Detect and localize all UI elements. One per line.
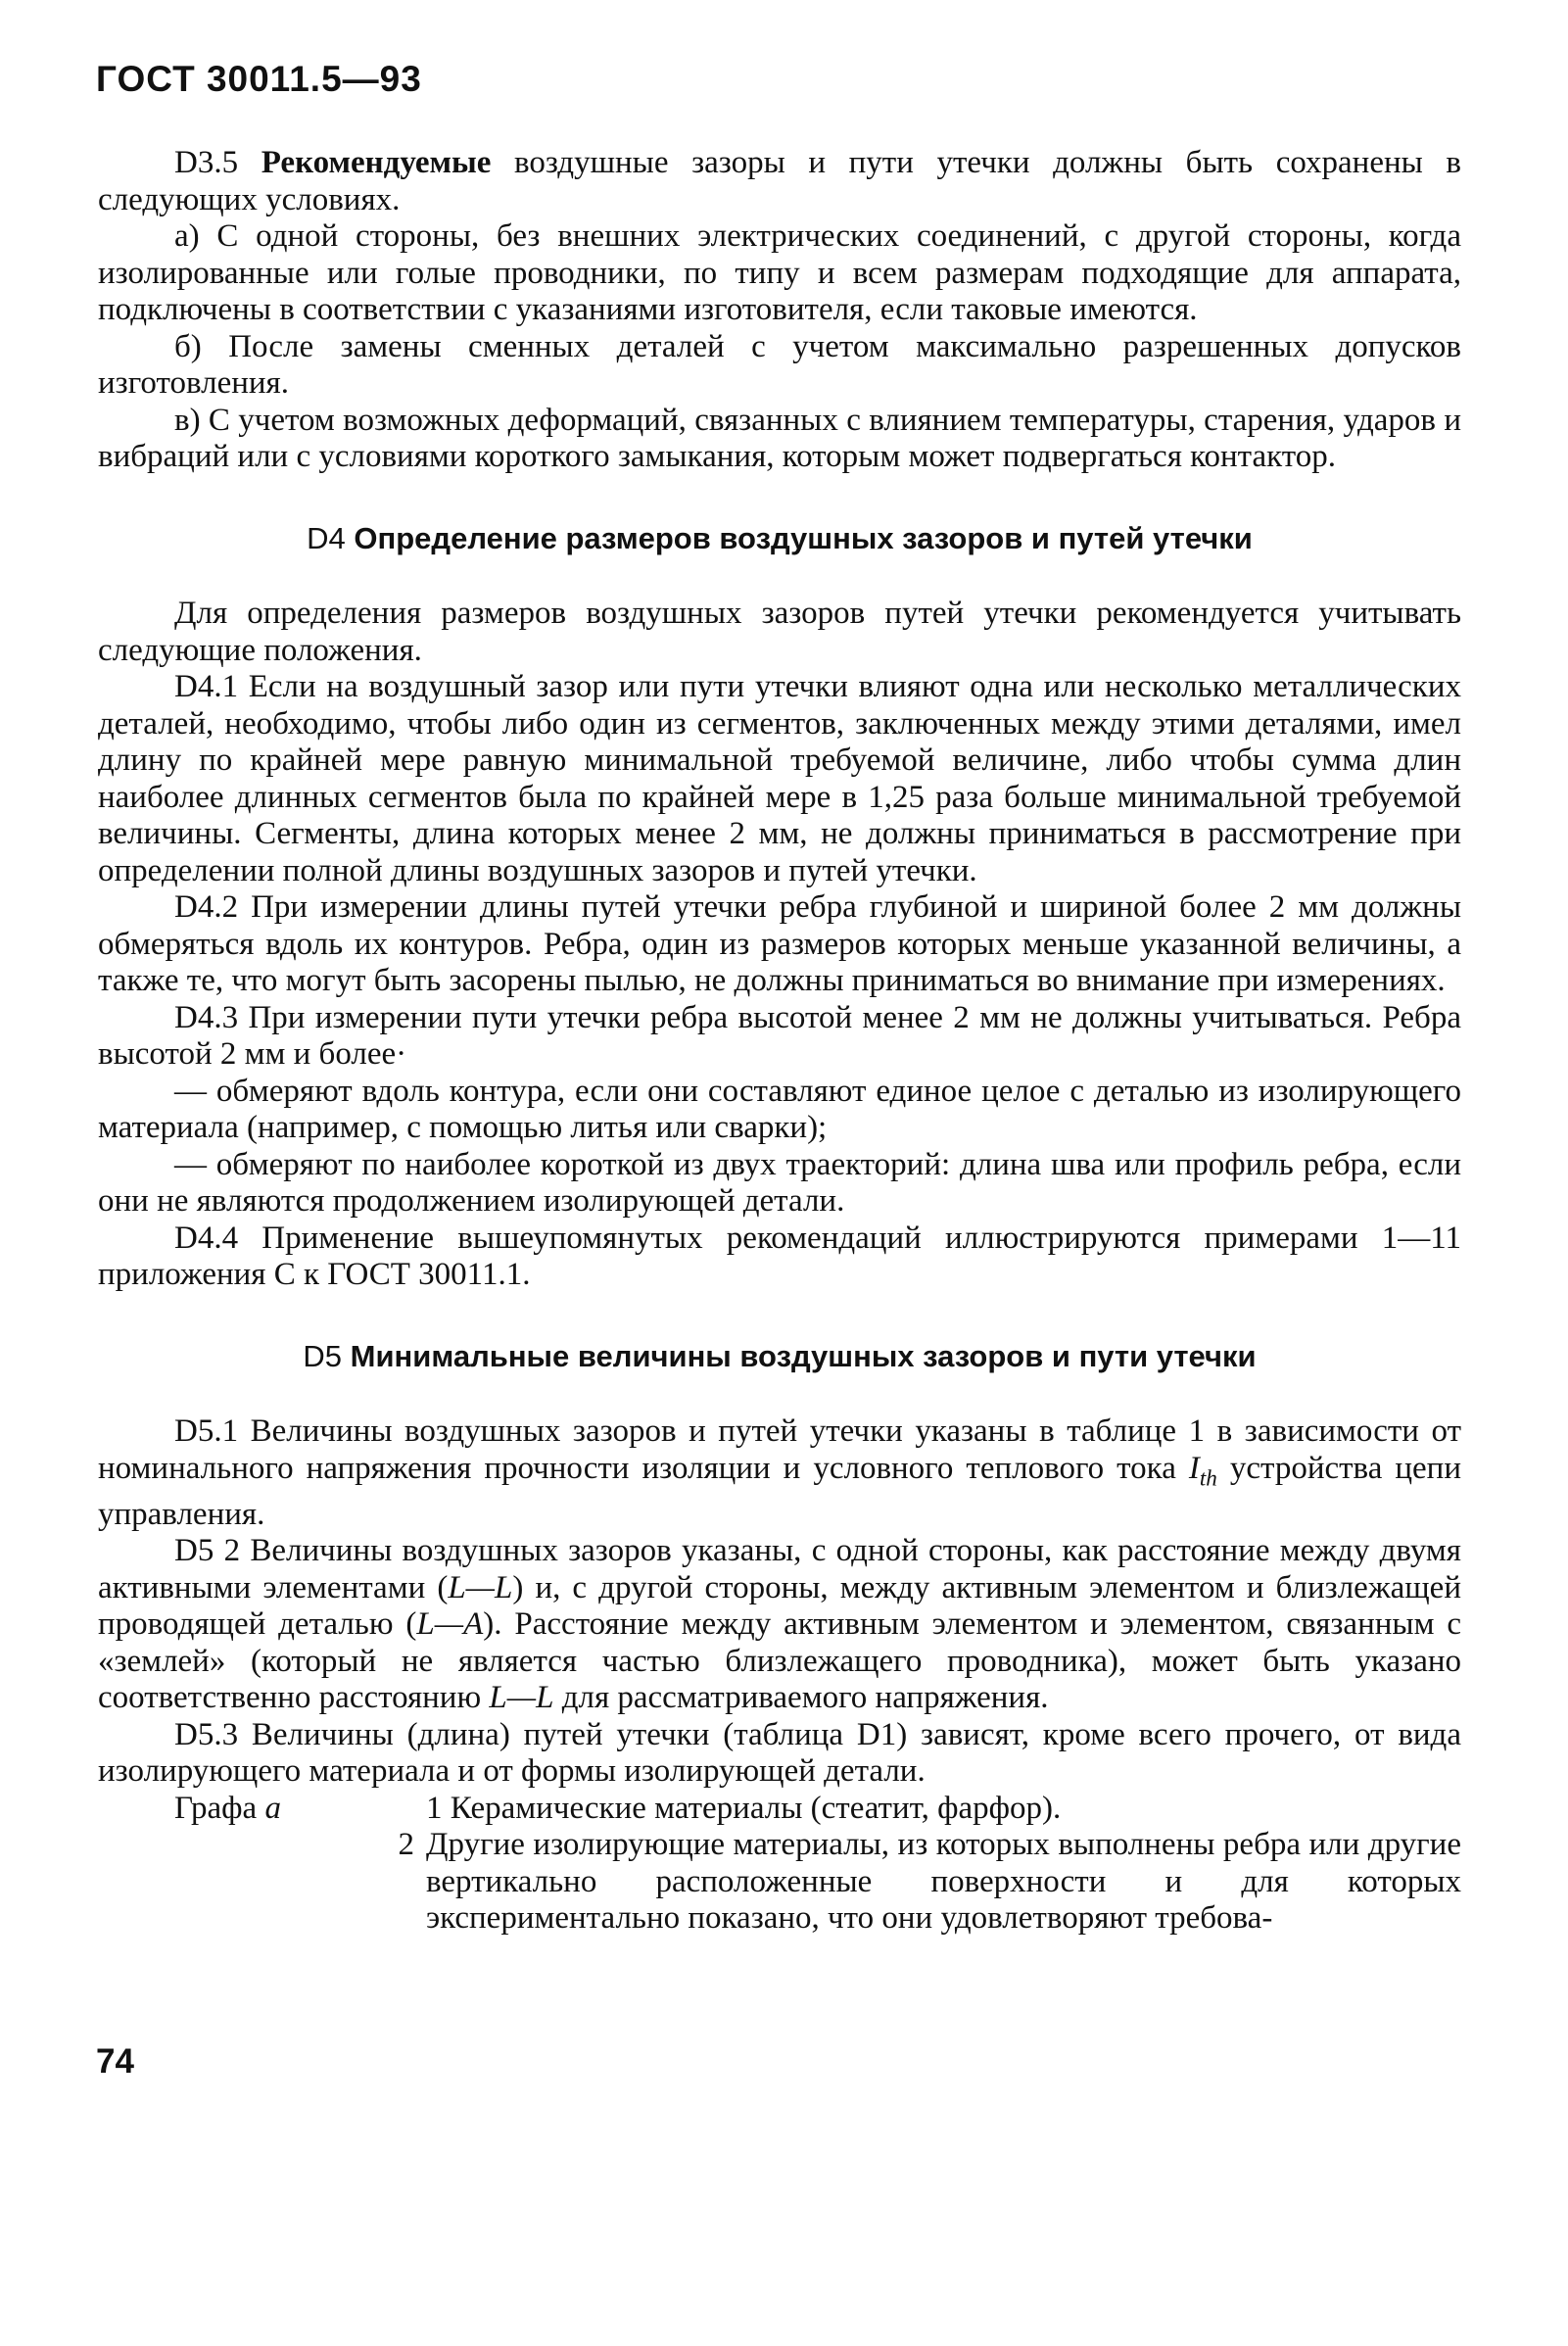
heading-title: Определение размеров воздушных зазоров и путей утечки	[354, 520, 1253, 555]
para-d3-5-v: в) С учетом возможных деформаций, связанных с влиянием температуры, старения, ударов и вибраций или с условиями короткого замыкания, которым может подвергаться контактор.	[98, 402, 1461, 474]
grafa-item-text: 1 Керамические материалы (стеатит, фарфор).	[426, 1790, 1062, 1826]
para-d5-1	[98, 1413, 1461, 1533]
heading-number: D4	[307, 520, 346, 555]
grafa-item-text: Другие изолирующие материалы, из которых выполнены ребра или другие вертикально расположенные поверхности и для которых экспериментально показано, что они удовлетворяют требова-	[426, 1827, 1461, 1937]
clause-number: D3.5	[174, 145, 239, 180]
clause-lead: Рекомендуемые	[261, 145, 492, 180]
symbol-subscript: th	[1199, 1464, 1217, 1491]
heading-d4	[98, 520, 1461, 557]
para-d4-2: D4.2 При измерении длины путей утечки ребра глубиной и шириной более 2 мм должны обмеряться вдоль их контуров. Ребра, один из размеров которых меньше указанной величины, а также те, что могут быть засорены пылью, не должны приниматься во внимание при измерениях.	[98, 889, 1461, 998]
para-d4-4: D4.4 Применение вышеупомянутых рекомендаций иллюстрируются примерами 1—11 приложения С к ГОСТ 30011.1.	[98, 1220, 1461, 1292]
symbol-l-l: L—L	[448, 1569, 513, 1605]
para-d4-3: D4.3 При измерении пути утечки ребра высотой менее 2 мм не должны учитываться. Ребра высотой 2 мм и более·	[98, 999, 1461, 1072]
para-d3-5	[98, 145, 1461, 218]
symbol-base: I	[1188, 1450, 1200, 1486]
page-header: ГОСТ 30011.5—93	[96, 59, 422, 99]
page-number: 74	[96, 2042, 134, 2081]
text-run: ) и, с другой стороны, между активным элементом и близлежащей проводящей деталью (	[98, 1569, 1461, 1643]
para-d4-intro: Для определения размеров воздушных зазоров путей утечки рекомендуется учитывать следующие положения.	[98, 596, 1461, 668]
page-body	[98, 145, 1461, 1938]
text-run: D5.1 Величины воздушных зазоров и путей утечки указаны в таблице 1 в зависимости от номинального напряжения прочности изоляции и условного теплового тока	[98, 1413, 1461, 1486]
para-d5-2	[98, 1533, 1461, 1717]
symbol-l-l: L—L	[489, 1680, 554, 1716]
para-d5-3: D5.3 Величины (длина) путей утечки (таблица D1) зависят, кроме всего прочего, от вида изолирующего материала и от формы изолирующей детали.	[98, 1716, 1461, 1790]
grafa-item-1	[98, 1791, 1461, 1828]
grafa-item-2	[98, 1827, 1461, 1938]
heading-d5	[98, 1338, 1461, 1375]
text-run: устройства цепи управления.	[98, 1450, 1461, 1532]
grafa-list	[98, 1791, 1461, 1938]
text-run: D5 2 Величины воздушных зазоров указаны, с одной стороны, как расстояние между двумя активными элементами (	[98, 1533, 1461, 1605]
heading-number: D5	[303, 1338, 343, 1373]
text-run: ). Расстояние между активным элементом и элементом, связанным с «землей» (который не является частью близлежащего проводника), может быть указано соответственно расстоянию	[98, 1606, 1461, 1716]
grafa-letter: а	[264, 1790, 281, 1826]
para-d4-3-dash-2: — обмеряют по наиболее короткой из двух траекторий: длина шва или профиль ребра, если они не являются продолжением изолирующей детали.	[98, 1146, 1461, 1219]
clause-text: воздушные зазоры и пути утечки должны быть сохранены в следующих условиях.	[98, 145, 1461, 217]
symbol-ith	[1188, 1450, 1217, 1491]
heading-title: Минимальные величины воздушных зазоров и пути утечки	[350, 1338, 1257, 1373]
grafa-item-number: 2	[398, 1827, 414, 1863]
text-run: для рассматриваемого напряжения.	[553, 1680, 1049, 1716]
para-d3-5-a: а) С одной стороны, без внешних электрических соединений, с другой стороны, когда изолированные или голые проводники, по типу и всем размерам подходящие для аппарата, подключены в соответствии с указаниями изготовителя, если таковые имеются.	[98, 218, 1461, 327]
grafa-label	[98, 1791, 426, 1828]
para-d4-1: D4.1 Если на воздушный зазор или пути утечки влияют одна или несколько металлических деталей, необходимо, чтобы либо один из сегментов, заключенных между этими деталями, имел длину по крайней мере равную минимальной требуемой величине, либо чтобы сумма длин наиболее длинных сегментов была по крайней мере в 1,25 раза больше минимальной требуемой величины. Сегменты, длина которых менее 2 мм, не должны приниматься в рассмотрение при определении полной длины воздушных зазоров и путей утечки.	[98, 669, 1461, 888]
grafa-word: Графа	[174, 1790, 258, 1826]
symbol-l-a: L—A	[416, 1606, 484, 1643]
para-d4-3-dash-1: — обмеряют вдоль контура, если они составляют единое целое с деталью из изолирующего материала (например, с помощью литья или сварки);	[98, 1073, 1461, 1145]
para-d3-5-b: б) После замены сменных деталей с учетом максимально разрешенных допусков изготовления.	[98, 328, 1461, 401]
